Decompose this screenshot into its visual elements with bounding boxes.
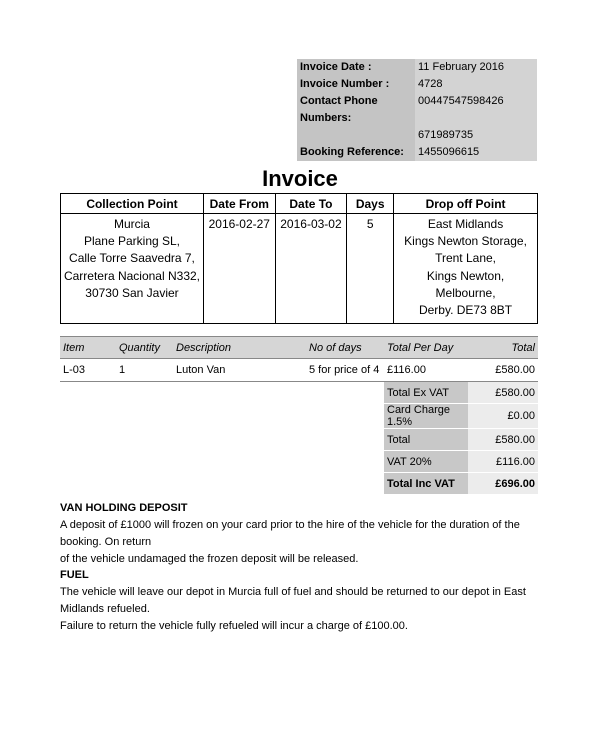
date-to-header: Date To	[275, 194, 347, 214]
item-quantity: 1	[116, 359, 173, 382]
vat-value: £116.00	[468, 451, 538, 473]
item-no-of-days: 5 for price of 4	[306, 359, 384, 382]
totals-row-total	[60, 429, 538, 451]
deposit-heading: VAN HOLDING DEPOSIT	[60, 502, 188, 514]
total-ex-vat-label: Total Ex VAT	[384, 382, 468, 404]
booking-table	[60, 193, 538, 324]
fuel-section	[60, 567, 560, 635]
totals-row-vat	[60, 451, 538, 473]
collection-line: Plane Parking SL,	[83, 234, 181, 249]
days-header: Days	[347, 194, 394, 214]
deposit-section	[60, 500, 560, 568]
booking-reference-row	[297, 144, 537, 161]
drop-off-point-address	[394, 214, 538, 324]
deposit-text-line-2: of the vehicle undamaged the frozen deposit will be released.	[60, 553, 359, 565]
contact-phone-label: Contact Phone Numbers:	[297, 93, 415, 127]
contact-phone-value-2: 671989735	[415, 127, 537, 144]
booking-reference-value: 1455096615	[415, 144, 537, 161]
total-label: Total	[384, 429, 468, 451]
card-charge-label: Card Charge 1.5%	[384, 404, 468, 429]
total-header: Total	[468, 337, 538, 359]
total-inc-vat-label: Total Inc VAT	[384, 473, 468, 495]
totals-row-inc-vat	[60, 473, 538, 495]
fuel-heading: FUEL	[60, 569, 89, 581]
item-total-per-day: £116.00	[384, 359, 468, 382]
collection-line: Murcia	[113, 217, 150, 231]
items-header-row	[60, 337, 538, 359]
invoice-number-row	[297, 76, 537, 93]
booking-header-row	[61, 194, 538, 214]
invoice-title: Invoice	[262, 166, 338, 191]
invoice-date-row	[297, 59, 537, 76]
collection-line: Calle Torre Saavedra 7,	[69, 251, 195, 266]
collection-point-address	[61, 214, 204, 324]
totals-row-ex-vat	[60, 382, 538, 404]
booking-row	[61, 214, 538, 324]
dropoff-line: Trent Lane,	[435, 251, 497, 266]
total-inc-vat-value: £696.00	[468, 473, 538, 495]
contact-phone-label-blank	[297, 127, 415, 144]
contact-phone-row-2	[297, 127, 537, 144]
contact-phone-row	[297, 93, 537, 127]
dropoff-line: Melbourne,	[435, 285, 496, 300]
total-per-day-header: Total Per Day	[384, 337, 468, 359]
contact-phone-value-1: 00447547598426	[415, 93, 537, 127]
collection-point-header: Collection Point	[61, 194, 204, 214]
quantity-header: Quantity	[116, 337, 173, 359]
date-from-value: 2016-02-27	[203, 214, 275, 324]
no-of-days-header: No of days	[306, 337, 384, 359]
collection-line: Carretera Nacional N332,	[63, 268, 201, 283]
collection-line: 30730 San Javier	[85, 285, 179, 300]
item-description: Luton Van	[173, 359, 306, 382]
item-total: £580.00	[468, 359, 538, 382]
description-header: Description	[173, 337, 306, 359]
item-header: Item	[60, 337, 116, 359]
dropoff-line: Kings Newton,	[426, 268, 505, 283]
fuel-text-line-2: Failure to return the vehicle fully refueled will incur a charge of £100.00.	[60, 620, 408, 632]
invoice-number-value: 4728	[415, 76, 537, 93]
vat-label: VAT 20%	[384, 451, 468, 473]
card-charge-value: £0.00	[468, 404, 538, 429]
invoice-date-value: 11 February 2016	[415, 59, 537, 76]
items-table	[60, 336, 538, 495]
dropoff-line: Derby. DE73 8BT	[418, 303, 513, 318]
item-code: L-03	[60, 359, 116, 382]
invoice-date-label: Invoice Date :	[297, 59, 415, 76]
booking-reference-label: Booking Reference:	[297, 144, 415, 161]
table-row	[60, 359, 538, 382]
dropoff-line: Kings Newton Storage,	[404, 234, 527, 249]
date-from-header: Date From	[203, 194, 275, 214]
total-value: £580.00	[468, 429, 538, 451]
invoice-number-label: Invoice Number :	[297, 76, 415, 93]
date-to-value: 2016-03-02	[275, 214, 347, 324]
invoice-info-block	[297, 59, 537, 161]
dropoff-line: East Midlands	[427, 217, 504, 231]
total-ex-vat-value: £580.00	[468, 382, 538, 404]
totals-row-card-charge	[60, 404, 538, 429]
deposit-text-line-1: A deposit of £1000 will frozen on your card prior to the hire of the vehicle for the duration of the booking. On return	[60, 519, 520, 548]
days-value: 5	[347, 214, 394, 324]
fuel-text-line-1: The vehicle will leave our depot in Murcia full of fuel and should be returned to our depot in East Midlands refueled.	[60, 586, 526, 615]
drop-off-point-header: Drop off Point	[394, 194, 538, 214]
